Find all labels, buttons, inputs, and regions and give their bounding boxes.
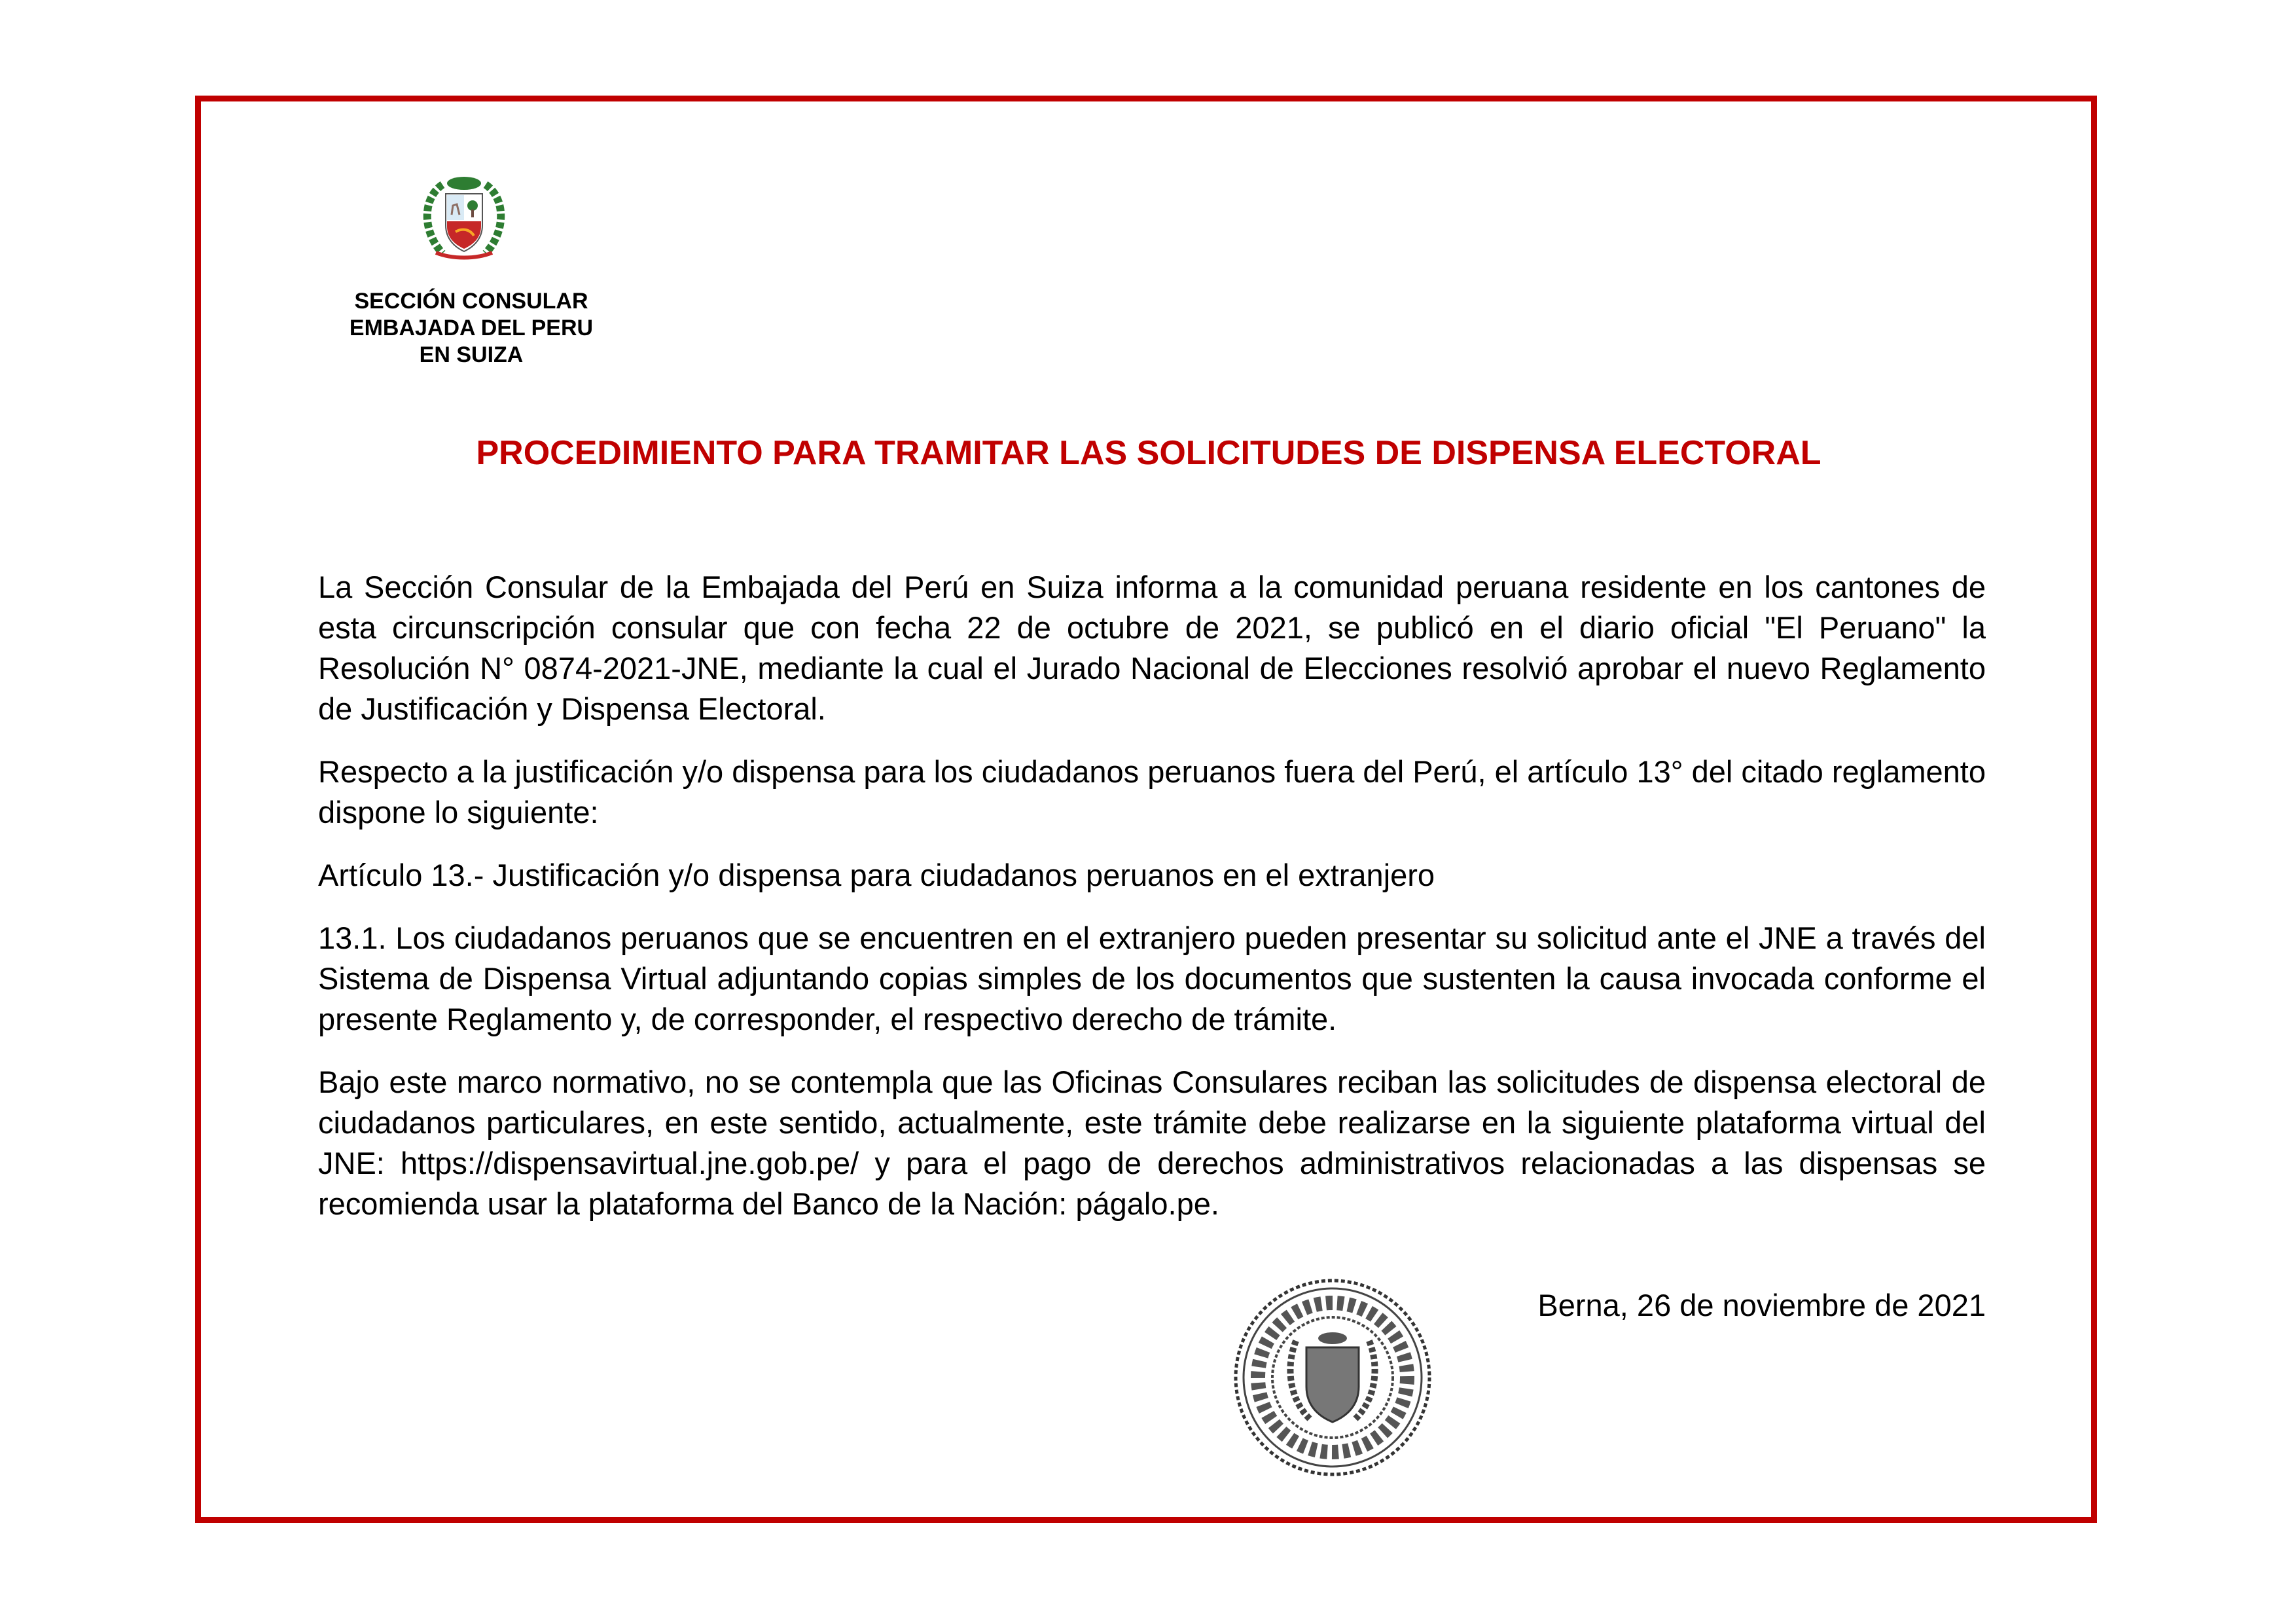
article-heading: Artículo 13.- Justificación y/o dispensa para ciudadanos peruanos en el extranjero: [318, 858, 1435, 892]
document-title: PROCEDIMIENTO PARA TRAMITAR LAS SOLICITUDES DE DISPENSA ELECTORAL: [476, 434, 1821, 472]
document-body: [318, 567, 1986, 1247]
office-header: [308, 288, 635, 369]
paragraph-intro: La Sección Consular de la Embajada del Perú en Suiza informa a la comunidad peruana residente en los cantones de esta circunscripción consular que con fecha 22 de octubre de 2021, se publicó en el diario oficial "El Peruano" la Resolución N° 0874-2021-JNE, mediante la cual el Jurado Nacional de Elecciones resolvió aprobar el nuevo Reglamento de Justificación y Dispensa Electoral.: [318, 570, 1986, 726]
office-line-2: EMBAJADA DEL PERU: [349, 316, 594, 340]
place-date: Berna, 26 de noviembre de 2021: [1537, 1288, 1986, 1322]
paragraph-article-13-1: 13.1. Los ciudadanos peruanos que se encuentren en el extranjero pueden presentar su solicitud ante el JNE a través del Sistema de Dispensa Virtual adjuntando copias simples de los documentos que sustenten la causa invocada conforme el presente Reglamento y, de corresponder, el respectivo derecho de trámite.: [318, 921, 1986, 1036]
paragraph-conclusion: Bajo este marco normativo, no se contempla que las Oficinas Consulares reciban las solicitudes de dispensa electoral de ciudadanos particulares, en este sentido, actualmente, este trámite debe realizarse en la siguiente plataforma virtual del JNE: https://dispensavirtual.jne.gob.pe/ y para el pago de derechos administrativos relacionadas a las dispensas se recomienda usar la plataforma del Banco de la Nación: págalo.pe.: [318, 1065, 1986, 1221]
office-line-3: EN SUIZA: [419, 342, 524, 367]
consular-seal-icon: [1230, 1275, 1435, 1480]
paragraph-article-reference: Respecto a la justificación y/o dispensa para los ciudadanos peruanos fuera del Perú, el artículo 13° del citado reglamento dispone lo siguiente:: [318, 754, 1986, 830]
office-line-1: SECCIÓN CONSULAR: [354, 289, 588, 314]
peru-coat-of-arms-icon: [416, 172, 512, 262]
